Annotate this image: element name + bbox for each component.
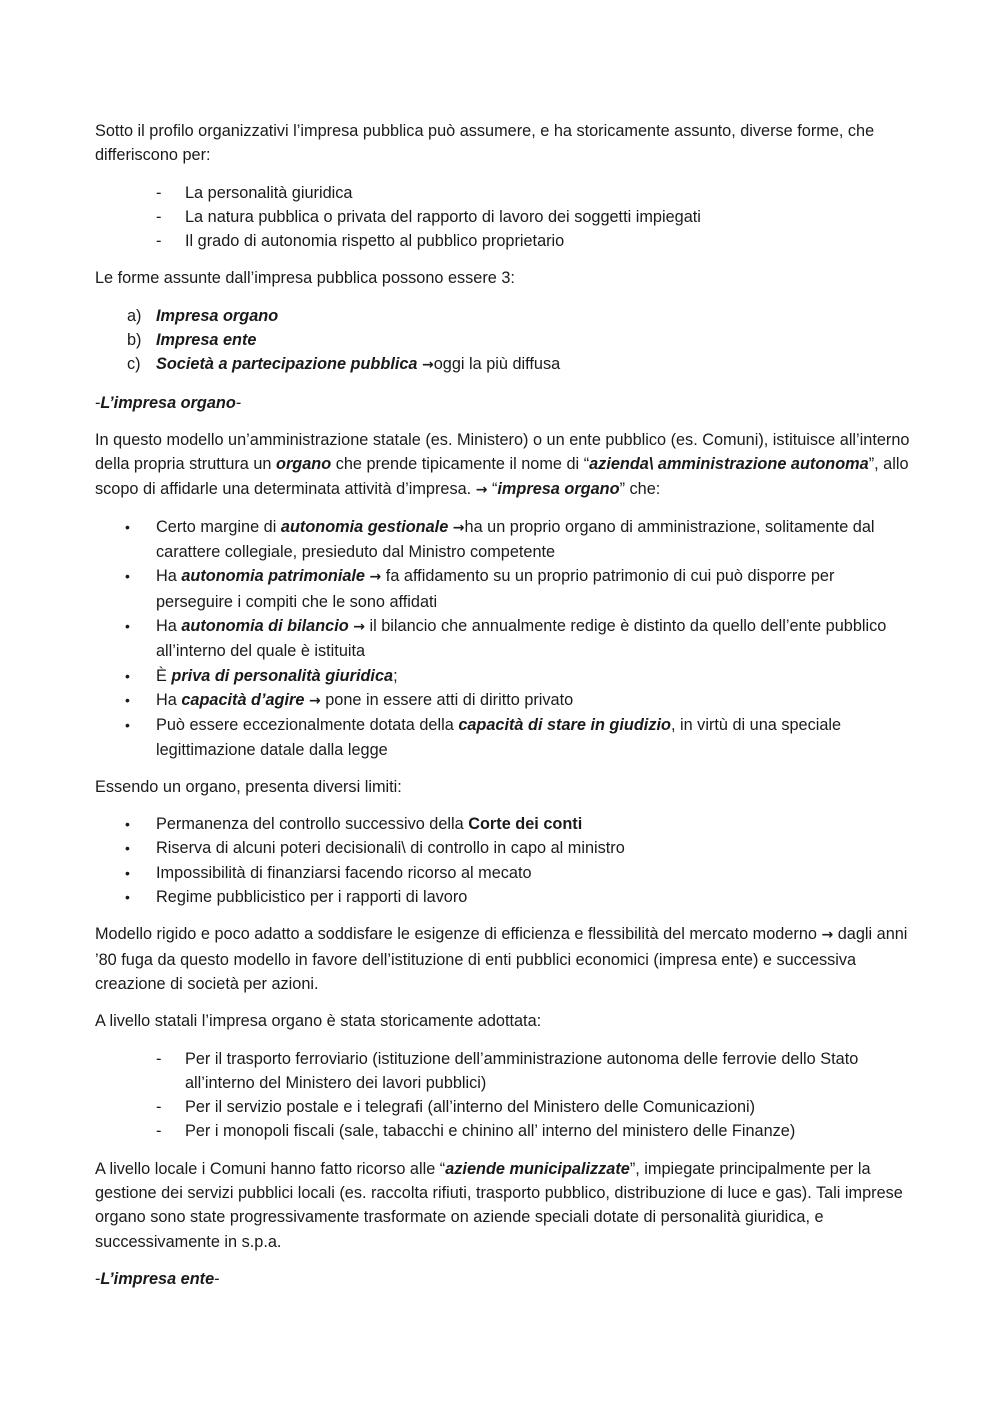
list-item: b) Impresa ente [95, 328, 910, 352]
list-item: - Per il servizio postale e i telegrafi (all’interno del Ministero delle Comunicazioni) [95, 1095, 910, 1119]
bullet-marker: • [125, 816, 130, 833]
list-item: • Può essere eccezionalmente dotata della capacità di stare in giudizio, in virtù di una speciale legittimazione datale dalla legge [95, 713, 910, 762]
document-page [95, 119, 910, 1304]
list-item: • Impossibilità di finanziarsi facendo ricorso al mecato [95, 861, 910, 885]
dash-marker: - [156, 207, 162, 226]
list-item: • È priva di personalità giuridica; [95, 664, 910, 688]
bullet-marker: • [125, 840, 130, 857]
bullet-marker: • [125, 889, 130, 906]
right-arrow-icon: → [475, 481, 488, 498]
examples-list [95, 1047, 910, 1144]
criteria-list [95, 181, 910, 254]
list-item: • Permanenza del controllo successivo della Corte dei conti [95, 812, 910, 836]
dash-marker: - [156, 1098, 162, 1117]
letter-marker: c) [127, 355, 141, 374]
features-list [95, 515, 910, 762]
bullet-marker: • [125, 717, 130, 734]
letter-marker: a) [127, 306, 142, 325]
right-arrow-icon: → [353, 619, 365, 636]
right-arrow-icon: → [821, 927, 834, 944]
state-level-paragraph: A livello statali l’impresa organo è stata storicamente adottata: [95, 1012, 542, 1031]
list-item: • Ha autonomia patrimoniale → fa affidamento su un proprio patrimonio di cui può disporre per perseguire i compiti che le sono affidati [95, 564, 910, 614]
local-level-paragraph: A livello locale i Comuni hanno fatto ricorso alle “aziende municipalizzate”, impiegate principalmente per la gestione dei servizi pubblici locali (es. raccolta rifiuti, trasporto pubblico, distribuzione di luce e gas). Tali imprese organo sono state progressivamente trasformate on aziende speciali dotate di personalità giuridica, e successivamente in s.p.a. [95, 1159, 903, 1251]
section-heading-impresa-ente: -L’impresa ente- [95, 1269, 220, 1288]
limits-list [95, 812, 910, 909]
right-arrow-icon: → [308, 692, 321, 709]
letter-marker: b) [127, 331, 142, 350]
dash-marker: - [156, 1049, 162, 1068]
list-item: c) Società a partecipazione pubblica →oggi la più diffusa [95, 352, 910, 377]
list-item: • Regime pubblicistico per i rapporti di lavoro [95, 885, 910, 909]
bullet-marker: • [125, 518, 130, 535]
section-heading-impresa-organo: -L’impresa organo- [95, 393, 242, 412]
list-item: • Certo margine di autonomia gestionale →ha un proprio organo di amministrazione, solitamente dal carattere collegiale, presieduto dal Ministro competente [95, 515, 910, 565]
list-item: - Per il trasporto ferroviario (istituzione dell’amministrazione autonoma delle ferrovie dello Stato all’interno del Ministero dei lavori pubblici) [95, 1047, 910, 1096]
list-item: - La personalità giuridica [95, 181, 910, 205]
right-arrow-icon: → [452, 519, 465, 536]
intro-paragraph: Sotto il profilo organizzativi l’impresa pubblica può assumere, e ha storicamente assunto, diverse forme, che differiscono per: [95, 122, 875, 165]
list-item: - Per i monopoli fiscali (sale, tabacchi e chinino all’ interno del ministero delle Finanze) [95, 1119, 910, 1143]
model-critique-paragraph: Modello rigido e poco adatto a soddisfare le esigenze di efficienza e flessibilità del mercato moderno → dagli anni ’80 fuga da questo modello in favore dell’istituzione di enti pubblici economici (impresa ente) e successiva creazione di società per azioni. [95, 925, 908, 993]
list-item: • Riserva di alcuni poteri decisionali\ di controllo in capo al ministro [95, 836, 910, 860]
dash-marker: - [156, 183, 162, 202]
list-item: • Ha capacità d’agire → pone in essere atti di diritto privato [95, 688, 910, 713]
bullet-marker: • [125, 618, 130, 635]
dash-marker: - [156, 1122, 162, 1141]
bullet-marker: • [125, 667, 130, 684]
definition-paragraph: In questo modello un’amministrazione statale (es. Ministero) o un ente pubblico (es. Comuni), istituisce all’interno della propria struttura un organo che prende tipicamente il nome di “azienda\ amministrazione autonoma”, allo scopo di affidarle una determinata attività d’impresa. → “impresa organo” che: [95, 430, 910, 498]
bullet-marker: • [125, 864, 130, 881]
list-item: • Ha autonomia di bilancio → il bilancio che annualmente redige è distinto da quello dell’ente pubblico all’interno del quale è istituita [95, 614, 910, 664]
forms-list [95, 304, 910, 378]
right-arrow-icon: → [422, 357, 434, 374]
bullet-marker: • [125, 568, 130, 585]
dash-marker: - [156, 232, 162, 251]
bullet-marker: • [125, 691, 130, 708]
right-arrow-icon: → [369, 569, 382, 586]
list-item: - La natura pubblica o privata del rapporto di lavoro dei soggetti impiegati [95, 205, 910, 229]
list-item: - Il grado di autonomia rispetto al pubblico proprietario [95, 229, 910, 253]
list-item: a) Impresa organo [95, 304, 910, 328]
limits-intro: Essendo un organo, presenta diversi limiti: [95, 777, 402, 796]
forms-intro: Le forme assunte dall’impresa pubblica possono essere 3: [95, 269, 515, 288]
